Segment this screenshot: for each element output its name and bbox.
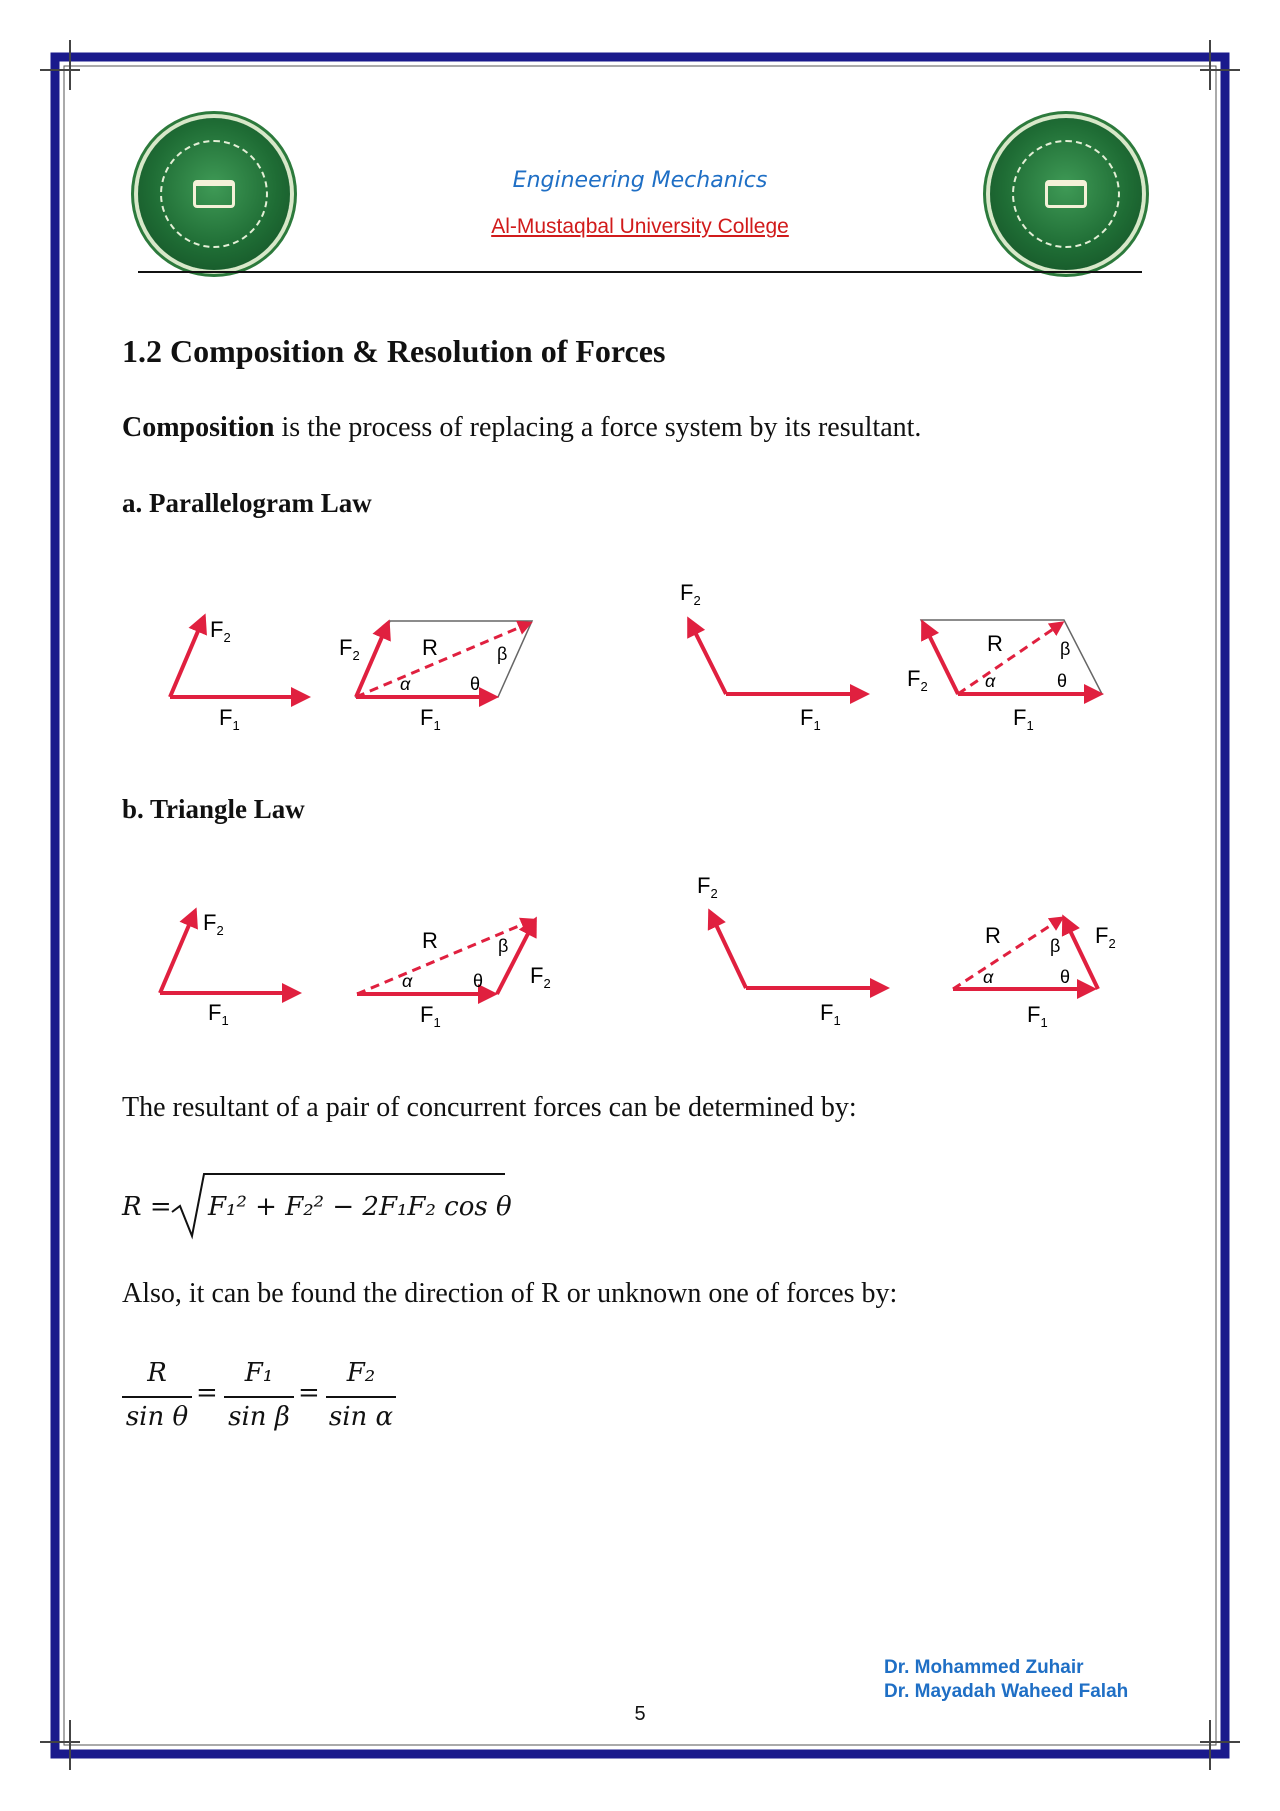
svg-text:θ: θ — [470, 674, 481, 694]
resultant-intro: The resultant of a pair of concurrent forces can be determined by: — [122, 1092, 857, 1123]
direction-intro: Also, it can be found the direction of R or unknown one of forces by: — [122, 1278, 898, 1309]
svg-text:F1: $F_1$ — [820, 1000, 841, 1028]
svg-text:α: α — [402, 971, 413, 991]
cosine-law-rhs: F₁² + F₂² − 2F₁F₂ cos θ — [208, 1192, 512, 1222]
svg-text:F1: $F_1$ — [1013, 705, 1034, 733]
triangle-vectors-2 — [697, 873, 886, 1028]
equals-sign: = — [298, 1378, 320, 1408]
equals-sign: = — [196, 1378, 218, 1408]
svg-text:θ: θ — [473, 971, 484, 991]
parallelogram-figure-2 — [907, 620, 1102, 733]
section-title: 1.2 Composition & Resolution of Forces — [122, 333, 666, 369]
definition-term: Composition — [122, 412, 275, 443]
svg-text:β: β — [497, 644, 508, 664]
cosine-law-lhs: R = — [122, 1192, 172, 1222]
svg-text:R: R — [422, 928, 438, 953]
sine-num-f2: F₂ — [346, 1358, 376, 1388]
svg-text:β: β — [1060, 639, 1071, 659]
svg-text:F2: $F_2$ — [680, 580, 701, 608]
svg-text:β: β — [498, 936, 509, 956]
page-number: 5 — [634, 1703, 646, 1725]
fraction-bar — [224, 1396, 294, 1398]
svg-text:R: R — [987, 631, 1003, 656]
svg-text:F2: $F_2$ — [697, 873, 718, 901]
sine-den-theta: sin θ — [125, 1402, 189, 1432]
svg-text:β: β — [1050, 936, 1061, 956]
parallelogram-vectors-1 — [170, 617, 307, 733]
svg-text:R: R — [422, 635, 438, 660]
svg-text:α: α — [983, 967, 994, 987]
sine-num-r: R — [147, 1358, 167, 1388]
svg-text:α: α — [400, 674, 411, 694]
svg-text:F1: $F_1$ — [420, 1002, 441, 1030]
svg-text:θ: θ — [1060, 967, 1071, 987]
definition-text: is the process of replacing a force system by its resultant. — [274, 412, 922, 443]
parallelogram-heading: a. Parallelogram Law — [122, 488, 372, 518]
college-name: Al-Mustaqbal University College — [491, 215, 789, 238]
svg-text:F1: $F_1$ — [800, 705, 821, 733]
triangle-figure-2 — [953, 918, 1116, 1030]
course-title: Engineering Mechanics — [512, 168, 768, 193]
svg-text:F1: $F_1$ — [420, 705, 441, 733]
svg-text:F2: $F_2$ — [210, 617, 231, 645]
svg-text:F2: $F_2$ — [203, 910, 224, 938]
fraction-bar — [326, 1396, 396, 1398]
svg-text:F1: $F_1$ — [208, 1000, 229, 1028]
svg-text:F2: $F_2$ — [530, 963, 551, 991]
parallelogram-figure-1 — [339, 621, 532, 733]
sine-num-f1: F₁ — [244, 1358, 274, 1388]
sine-den-beta: sin β — [228, 1402, 290, 1432]
author-1: Dr. Mohammed Zuhair — [884, 1657, 1084, 1678]
svg-text:F2: $F_2$ — [907, 666, 928, 694]
parallelogram-vectors-2 — [680, 580, 866, 733]
sine-den-alpha: sin α — [328, 1402, 394, 1432]
triangle-heading: b. Triangle Law — [122, 794, 305, 824]
svg-text:F1: $F_1$ — [219, 705, 240, 733]
svg-text:F1: $F_1$ — [1027, 1002, 1048, 1030]
svg-text:α: α — [985, 671, 996, 691]
svg-text:F2: $F_2$ — [339, 635, 360, 663]
author-2: Dr. Mayadah Waheed Falah — [884, 1681, 1129, 1702]
triangle-figure-1 — [357, 920, 551, 1030]
svg-text:F2: $F_2$ — [1095, 923, 1116, 951]
fraction-bar — [122, 1396, 192, 1398]
triangle-vectors-1 — [160, 910, 298, 1028]
svg-text:R: R — [985, 923, 1001, 948]
svg-text:θ: θ — [1057, 671, 1068, 691]
